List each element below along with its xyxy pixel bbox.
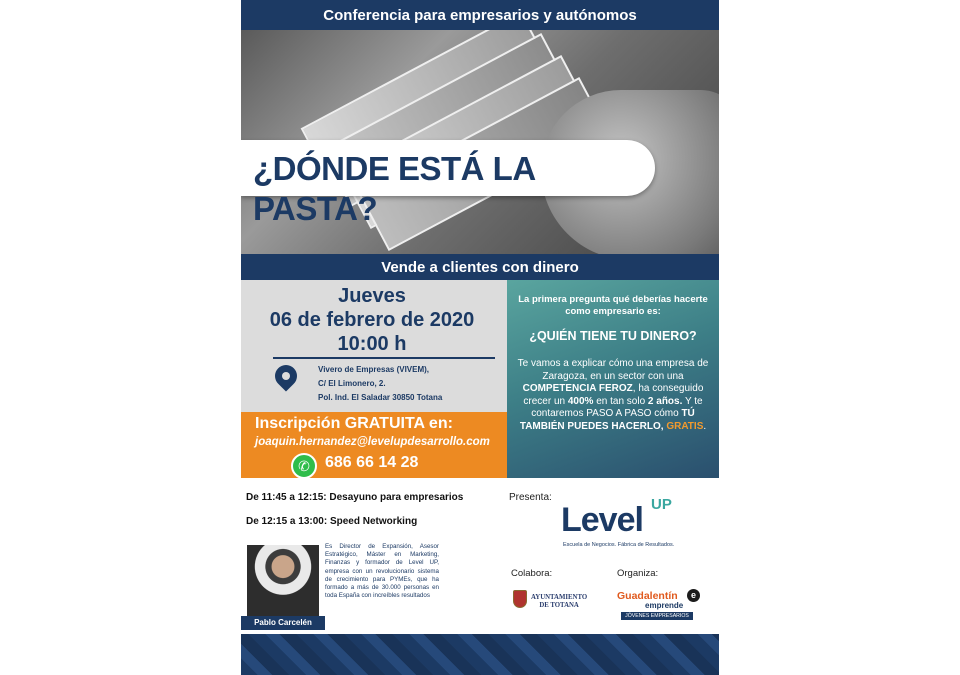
guadalentin-logo: Guadalentín [617, 590, 678, 602]
registration-email[interactable]: joaquin.hernandez@levelupdesarrollo.com [255, 436, 490, 448]
level-up-logo-up: UP [651, 496, 672, 513]
level-up-logo: Level [561, 501, 643, 539]
coat-of-arms-icon [513, 590, 527, 608]
colabora-label: Colabora: [511, 568, 553, 579]
event-day: Jueves [338, 285, 406, 307]
address-line: Vivero de Empresas (VIVEM), [318, 365, 430, 374]
whatsapp-icon: ✆ [291, 453, 317, 479]
presenta-label: Presenta: [509, 492, 552, 503]
footer-pattern [241, 634, 719, 675]
event-date: 06 de febrero de 2020 [269, 309, 475, 331]
emprende-label: emprende [645, 601, 684, 610]
conference-banner: Conferencia para empresarios y autónomos [241, 0, 719, 30]
e-badge-icon: e [687, 589, 700, 602]
registration-phone[interactable]: 686 66 14 28 [325, 454, 419, 471]
tagline-banner: Vende a clientes con dinero [241, 254, 719, 280]
speaker-name: Pablo Carcelén [241, 616, 325, 630]
agenda-item: De 12:15 a 13:00: Speed Networking [246, 516, 418, 527]
event-poster [241, 0, 719, 675]
jovenes-empresarios-label: JÓVENES EMPRESARIOS [621, 612, 693, 620]
agenda-item: De 11:45 a 12:15: Desayuno para empresarios [246, 492, 464, 503]
ayuntamiento-logo: AYUNTAMIENTO DE TOTANA [531, 594, 588, 609]
page-title: ¿DÓNDE ESTÁ LA PASTA? [253, 150, 535, 227]
speaker-photo [247, 545, 319, 617]
level-up-tagline: Escuela de Negocios. Fábrica de Resultados. [563, 542, 675, 548]
pitch-body: Te vamos a explicar cómo una empresa de Zaragoza, en un sector con una COMPETENCIA FEROZ, ha conseguido crecer un 400% en tan solo 2 años. Y te contaremos PASO A PASO cómo TÚ TAMBIÉN PUEDES HACERLO, GRATIS. [517, 358, 709, 432]
event-time: 10:00 h [337, 333, 407, 355]
address-line: Pol. Ind. El Saladar 30850 Totana [318, 393, 443, 402]
address-line: C/ El Limonero, 2. [318, 379, 386, 388]
pitch-intro: La primera pregunta qué deberías hacerte como empresario es: [518, 294, 708, 317]
registration-title: Inscripción GRATUITA en: [255, 415, 453, 432]
pitch-question: ¿QUIÉN TIENE TU DINERO? [529, 329, 697, 343]
organiza-label: Organiza: [617, 568, 659, 579]
speaker-bio: Es Director de Expansión, Asesor Estratégico, Máster en Marketing, Finanzas y formador de Level UP, empresa con un revolucionario sistema de crecimiento para PYMEs, que ha formado a más de 30.000 personas en toda España con increíbles resultados [325, 543, 439, 600]
divider [273, 357, 495, 359]
